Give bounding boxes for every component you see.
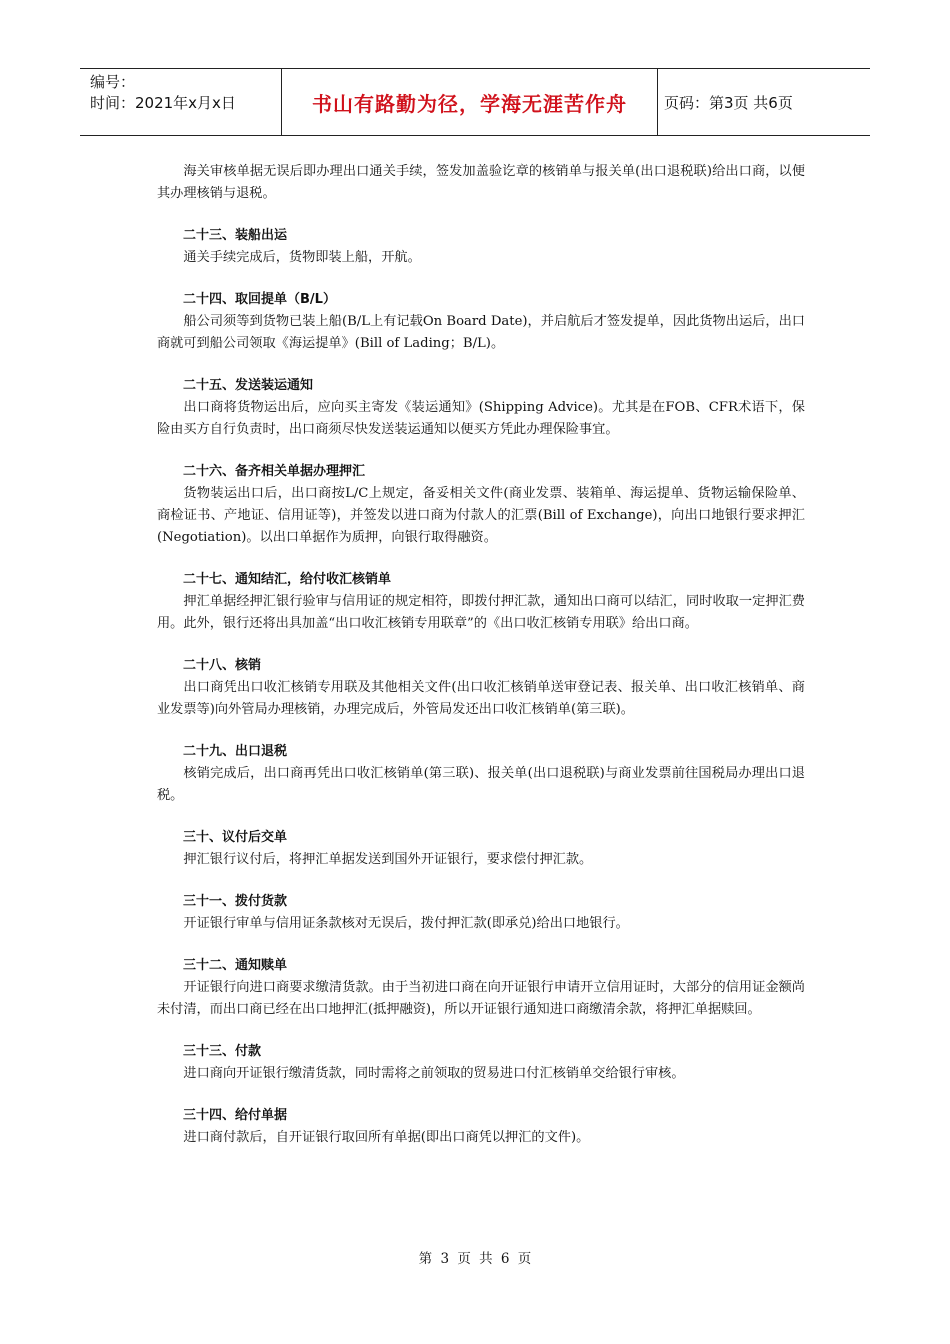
section-heading: 三十二、通知赎单 <box>183 958 288 973</box>
section-23 <box>157 225 805 269</box>
header-motto: 书山有路勤为径，学海无涯苦作舟 <box>282 69 658 135</box>
section-body: 进口商付款后，自开证银行取回所有单据(即出口商凭以押汇的文件)。 <box>183 1130 590 1145</box>
section-body: 进口商向开证银行缴清货款，同时需将之前领取的贸易进口付汇核销单交给银行审核。 <box>183 1066 685 1081</box>
section-heading: 二十七、通知结汇，给付收汇核销单 <box>183 572 392 587</box>
header-meta <box>80 69 282 135</box>
section-31 <box>157 891 805 935</box>
intro-paragraph: 海关审核单据无误后即办理出口通关手续，签发加盖验讫章的核销单与报关单(出口退税联)给出口商，以便其办理核销与退税。 <box>157 164 805 201</box>
section-32 <box>157 955 805 1021</box>
section-body: 货物装运出口后，出口商按L/C上规定，备妥相关文件(商业发票、装箱单、海运提单、货物运输保险单、商检证书、产地证、信用证等)，并签发以进口商为付款人的汇票(Bill of Exchange)，向出口地银行要求押汇(Negotiation)。以出口单据作为质押，向银行取得融资。 <box>157 486 805 545</box>
section-26 <box>157 461 805 549</box>
section-body: 船公司须等到货物已装上船(B/L上有记载On Board Date)，并启航后才签发提单，因此货物出运后，出口商就可到船公司领取《海运提单》(Bill of Lading；B/L)。 <box>157 314 805 351</box>
section-25 <box>157 375 805 441</box>
document-body <box>157 161 805 1149</box>
section-27 <box>157 569 805 635</box>
section-body: 押汇银行议付后，将押汇单据发送到国外开证银行，要求偿付押汇款。 <box>183 852 593 867</box>
section-heading: 三十四、给付单据 <box>183 1108 288 1123</box>
section-heading: 二十九、出口退税 <box>183 744 288 759</box>
section-heading: 三十、议付后交单 <box>183 830 288 845</box>
section-heading: 二十五、发送装运通知 <box>183 378 314 393</box>
section-24 <box>157 289 805 355</box>
section-heading: 二十八、核销 <box>183 658 262 673</box>
section-body: 出口商将货物运出后，应向买主寄发《装运通知》(Shipping Advice)。尤其是在FOB、CFR术语下，保险由买方自行负责时，出口商须尽快发送装运通知以便买方凭此办理保险事宜。 <box>157 400 805 437</box>
section-28 <box>157 655 805 721</box>
section-33 <box>157 1041 805 1085</box>
section-body: 出口商凭出口收汇核销专用联及其他相关文件(出口收汇核销单送审登记表、报关单、出口收汇核销单、商业发票等)向外管局办理核销，办理完成后，外管局发还出口收汇核销单(第三联)。 <box>157 680 805 717</box>
section-heading: 二十四、取回提单（B/L） <box>183 292 336 307</box>
section-body: 通关手续完成后，货物即装上船，开航。 <box>183 250 421 265</box>
section-body: 押汇单据经押汇银行验审与信用证的规定相符，即拨付押汇款，通知出口商可以结汇，同时收取一定押汇费用。此外，银行还将出具加盖“出口收汇核销专用联章”的《出口收汇核销专用联》给出口商。 <box>157 594 805 631</box>
section-body: 核销完成后，出口商再凭出口收汇核销单(第三联)、报关单(出口退税联)与商业发票前往国税局办理出口退税。 <box>157 766 805 803</box>
section-heading: 二十六、备齐相关单据办理押汇 <box>183 464 366 479</box>
time-label: 时间：2021年x月x日 <box>90 94 236 112</box>
section-heading: 三十三、付款 <box>183 1044 262 1059</box>
section-29 <box>157 741 805 807</box>
number-label: 编号： <box>90 73 136 91</box>
page-footer: 第 3 页 共 6 页 <box>418 1251 532 1267</box>
section-body: 开证银行向进口商要求缴清货款。由于当初进口商在向开证银行申请开立信用证时，大部分的信用证金额尚未付清，而出口商已经在出口地押汇(抵押融资)，所以开证银行通知进口商缴清余款，将押汇单据赎回。 <box>157 980 805 1017</box>
section-heading: 二十三、装船出运 <box>183 228 288 243</box>
section-30 <box>157 827 805 871</box>
section-heading: 三十一、拨付货款 <box>183 894 288 909</box>
section-34 <box>157 1105 805 1149</box>
page-header <box>80 68 870 136</box>
header-page-info: 页码：第3页 共6页 <box>664 93 793 112</box>
section-body: 开证银行审单与信用证条款核对无误后，拨付押汇款(即承兑)给出口地银行。 <box>183 916 629 931</box>
